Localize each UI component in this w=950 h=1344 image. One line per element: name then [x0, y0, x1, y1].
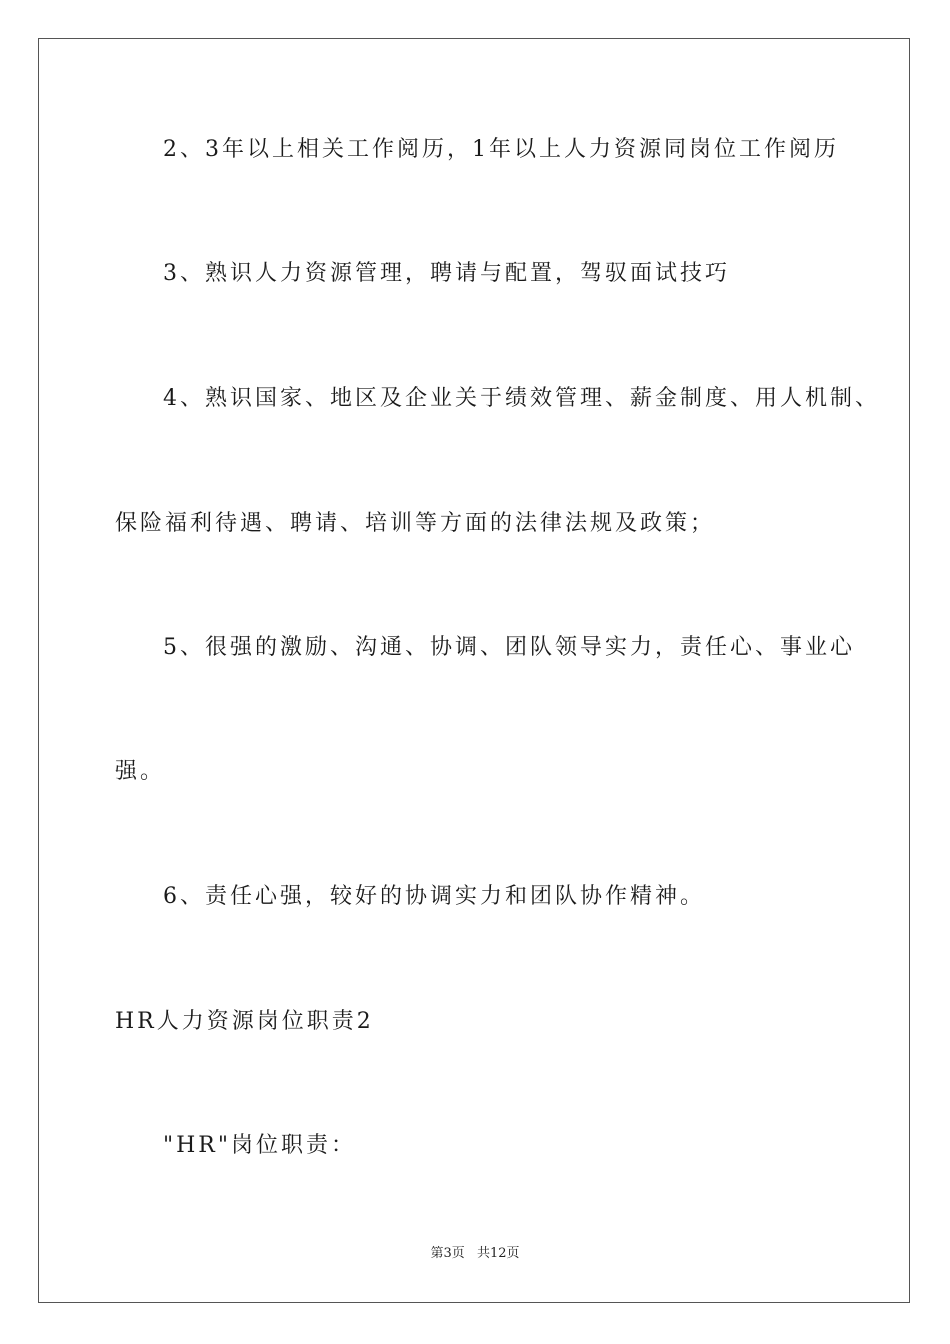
duties-label: "HR"岗位职责： [163, 1133, 356, 1158]
page-number-total: 共12页 [476, 1246, 520, 1261]
page-border [38, 38, 910, 1303]
section-heading: HR人力资源岗位职责2 [115, 1009, 374, 1034]
requirement-4-line-2: 保险福利待遇、聘请、培训等方面的法律法规及政策； [115, 511, 716, 536]
requirement-3: 3、熟识人力资源管理，聘请与配置，驾驭面试技巧 [163, 261, 730, 286]
requirement-5-line-1: 5、很强的激励、沟通、协调、团队领导实力，责任心、事业心 [163, 635, 855, 660]
page-footer [0, 1245, 950, 1263]
page-number-current: 第3页 [430, 1246, 465, 1261]
requirement-5-line-2: 强。 [115, 759, 166, 784]
requirement-4-line-1: 4、熟识国家、地区及企业关于绩效管理、薪金制度、用人机制、 [163, 386, 880, 411]
requirement-6: 6、责任心强，较好的协调实力和团队协作精神。 [163, 884, 705, 909]
requirement-2: 2、3年以上相关工作阅历，1年以上人力资源同岗位工作阅历 [163, 137, 839, 162]
